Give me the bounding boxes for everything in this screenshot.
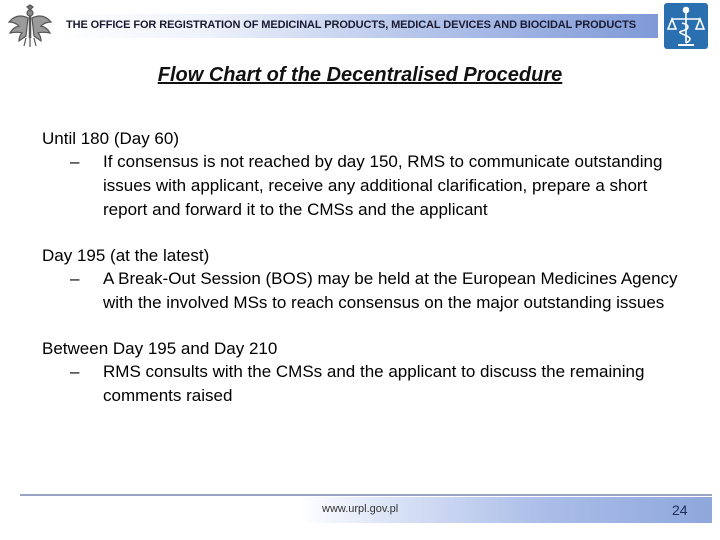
eagle-emblem-icon — [6, 4, 54, 48]
section-between-195-210 — [42, 337, 692, 408]
section-heading: Between Day 195 and Day 210 — [42, 339, 278, 358]
dash-bullet: – — [70, 362, 80, 381]
sub-bullet-text: RMS consults with the CMSs and the applicant to discuss the remaining comments raised — [103, 362, 645, 405]
sub-bullet — [42, 360, 692, 408]
section-heading: Day 195 (at the latest) — [42, 246, 210, 265]
page-number: 24 — [672, 502, 688, 518]
dash-bullet: – — [70, 269, 80, 288]
caduceus-scales-icon — [664, 3, 708, 49]
slide-body — [42, 127, 692, 430]
dash-bullet: – — [70, 152, 80, 171]
sub-bullet-text: A Break-Out Session (BOS) may be held at the European Medicines Agency with the involved MSs to reach consensus on the major outstanding issues — [103, 269, 678, 312]
footer-url[interactable]: www.urpl.gov.pl — [322, 503, 399, 515]
sub-bullet — [42, 267, 692, 315]
header-organization-name: THE OFFICE FOR REGISTRATION OF MEDICINAL PRODUCTS, MEDICAL DEVICES AND BIOCIDAL PRODUCTS — [66, 19, 636, 31]
slide-title: Flow Chart of the Decentralised Procedure — [157, 64, 563, 86]
section-heading: Until 180 (Day 60) — [42, 129, 180, 148]
section-day-195 — [42, 244, 692, 315]
slide-header — [0, 0, 720, 52]
section-until-180 — [42, 127, 692, 222]
footer-divider — [20, 494, 712, 496]
sub-bullet-text: If consensus is not reached by day 150, RMS to communicate outstanding issues with applicant, receive any additional clarification, prepare a short report and forward it to the CMSs and the applicant — [103, 152, 663, 219]
sub-bullet — [42, 150, 692, 222]
